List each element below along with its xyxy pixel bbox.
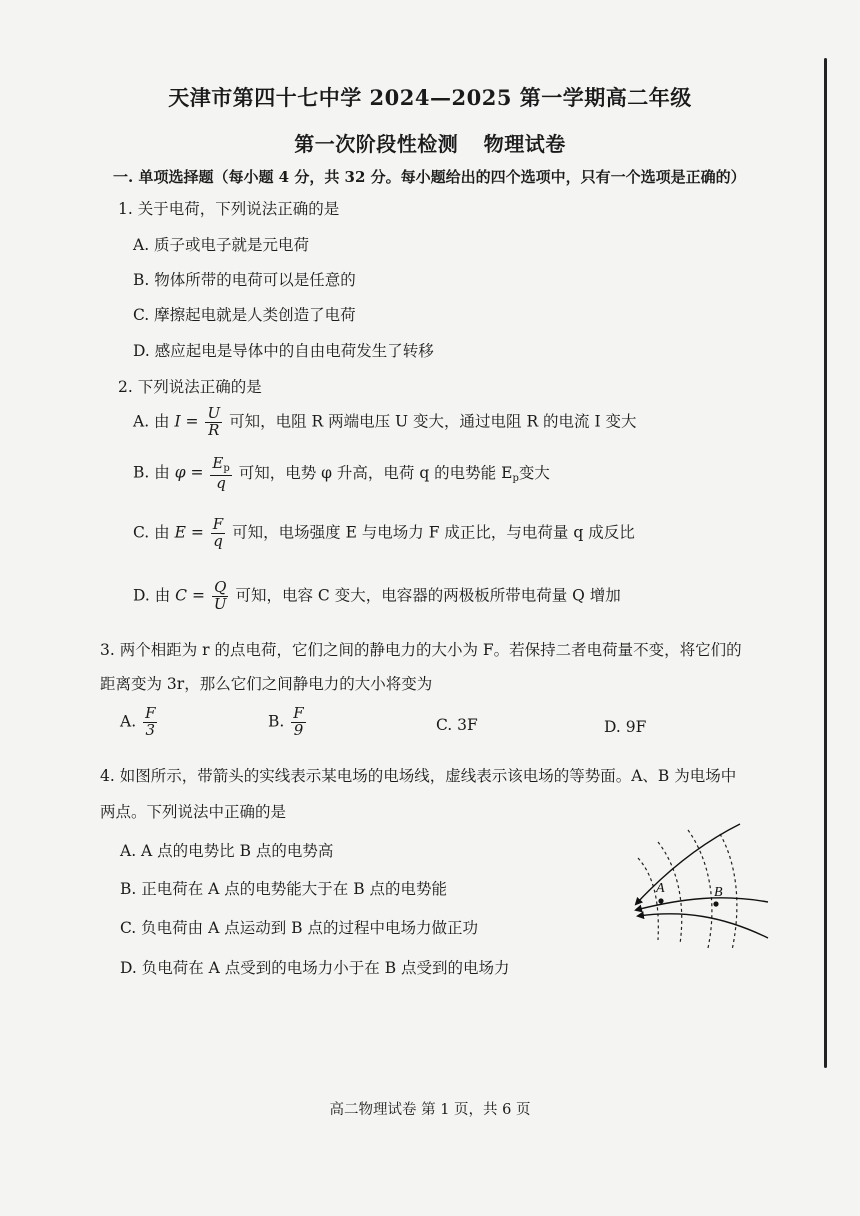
question-2-stem: 2. 下列说法正确的是 bbox=[118, 378, 262, 396]
option-text: 可知，电阻 R 两端电压 U 变大，通过电阻 R 的电流 I 变大 bbox=[229, 412, 637, 431]
scan-edge-line bbox=[824, 58, 827, 1068]
point-a-dot bbox=[658, 898, 663, 903]
question-3-option-c: C. 3F bbox=[436, 716, 478, 734]
question-2-option-b bbox=[133, 456, 550, 491]
fraction-denominator: q bbox=[216, 473, 226, 492]
point-b-label: B bbox=[714, 885, 723, 900]
question-2-option-c bbox=[133, 517, 635, 550]
fraction-numerator: U bbox=[207, 404, 221, 422]
option-label: D. 由 bbox=[133, 586, 171, 605]
fraction-denominator: U bbox=[213, 594, 227, 613]
question-1-option-a: A. 质子或电子就是元电荷 bbox=[133, 236, 310, 254]
fraction-denominator: R bbox=[208, 420, 220, 439]
option-label: C. 由 bbox=[133, 523, 170, 542]
question-1-option-c: C. 摩擦起电就是人类创造了电荷 bbox=[133, 306, 356, 324]
option-label: A. 由 bbox=[133, 412, 170, 431]
question-2-option-a bbox=[133, 406, 637, 439]
question-3-stem-line1: 3. 两个相距为 r 的点电荷，它们之间的静电力的大小为 F。若保持二者电荷量不变，将它们的 bbox=[100, 641, 742, 659]
option-label: A. bbox=[120, 712, 137, 731]
formula-fraction bbox=[211, 517, 225, 550]
question-4-option-a: A. A 点的电势比 B 点的电势高 bbox=[120, 842, 334, 860]
exam-title-line2: 第一次阶段性检测 物理试卷 bbox=[294, 132, 566, 156]
question-2-option-d bbox=[133, 580, 621, 613]
point-a-label: A bbox=[656, 881, 665, 896]
field-line bbox=[638, 914, 768, 938]
fraction-numerator: F bbox=[293, 704, 304, 722]
formula-fraction bbox=[205, 406, 222, 439]
page-footer: 高二物理试卷 第 1 页，共 6 页 bbox=[329, 1102, 531, 1118]
option-label: B. bbox=[268, 712, 285, 731]
formula-lhs: φ = bbox=[174, 463, 204, 482]
formula-lhs: I = bbox=[174, 412, 199, 431]
question-4-option-c: C. 负电荷由 A 点运动到 B 点的过程中电场力做正功 bbox=[120, 919, 478, 937]
question-3-stem-line2: 距离变为 3r，那么它们之间静电力的大小将变为 bbox=[100, 675, 433, 693]
point-b-dot bbox=[713, 901, 718, 906]
option-text: 可知，电容 C 变大，电容器的两极板所带电荷量 Q 增加 bbox=[235, 586, 621, 605]
fraction-denominator: 3 bbox=[145, 720, 156, 739]
formula-fraction bbox=[143, 706, 157, 739]
question-3-option-d: D. 9F bbox=[604, 718, 647, 736]
question-4-stem-line1: 4. 如图所示，带箭头的实线表示某电场的电场线，虚线表示该电场的等势面。A、B 为电场中 bbox=[100, 767, 737, 785]
fraction-numerator: $E_p$ bbox=[212, 454, 230, 474]
question-4-option-b: B. 正电荷在 A 点的电势能大于在 B 点的电势能 bbox=[120, 880, 448, 898]
question-1-option-b: B. 物体所带的电荷可以是任意的 bbox=[133, 271, 356, 289]
option-label: B. 由 bbox=[133, 463, 170, 482]
field-line bbox=[636, 824, 740, 904]
formula-fraction bbox=[212, 580, 229, 613]
fraction-denominator: 9 bbox=[293, 720, 304, 739]
electric-field-diagram bbox=[628, 820, 778, 960]
question-4-stem-line2: 两点。下列说法中正确的是 bbox=[100, 803, 287, 821]
fraction-numerator: F bbox=[145, 704, 156, 722]
formula-fraction bbox=[291, 706, 305, 739]
question-3-option-b bbox=[268, 706, 308, 739]
question-3-option-a bbox=[120, 706, 159, 739]
exam-title-line1: 天津市第四十七中学 2024—2025 第一学期高二年级 bbox=[168, 85, 692, 110]
formula-fraction bbox=[210, 456, 231, 491]
section-heading: 一. 单项选择题（每小题 4 分，共 32 分。每小题给出的四个选项中，只有一个选项是正确的） bbox=[113, 168, 746, 186]
question-1-option-d: D. 感应起电是导体中的自由电荷发生了转移 bbox=[133, 342, 434, 360]
question-1-stem: 1. 关于电荷，下列说法正确的是 bbox=[118, 200, 340, 218]
option-text: 可知，电场强度 E 与电场力 F 成正比，与电荷量 q 成反比 bbox=[232, 523, 635, 542]
fraction-numerator: Q bbox=[214, 578, 227, 596]
formula-lhs: C = bbox=[175, 586, 205, 605]
field-line bbox=[636, 898, 768, 910]
formula-lhs: E = bbox=[174, 523, 204, 542]
option-text: 可知，电势 φ 升高，电荷 q 的电势能 $E_p$变大 bbox=[238, 463, 550, 484]
fraction-numerator: F bbox=[212, 515, 224, 533]
fraction-denominator: q bbox=[213, 531, 223, 550]
question-4-option-d: D. 负电荷在 A 点受到的电场力小于在 B 点受到的电场力 bbox=[120, 959, 510, 977]
